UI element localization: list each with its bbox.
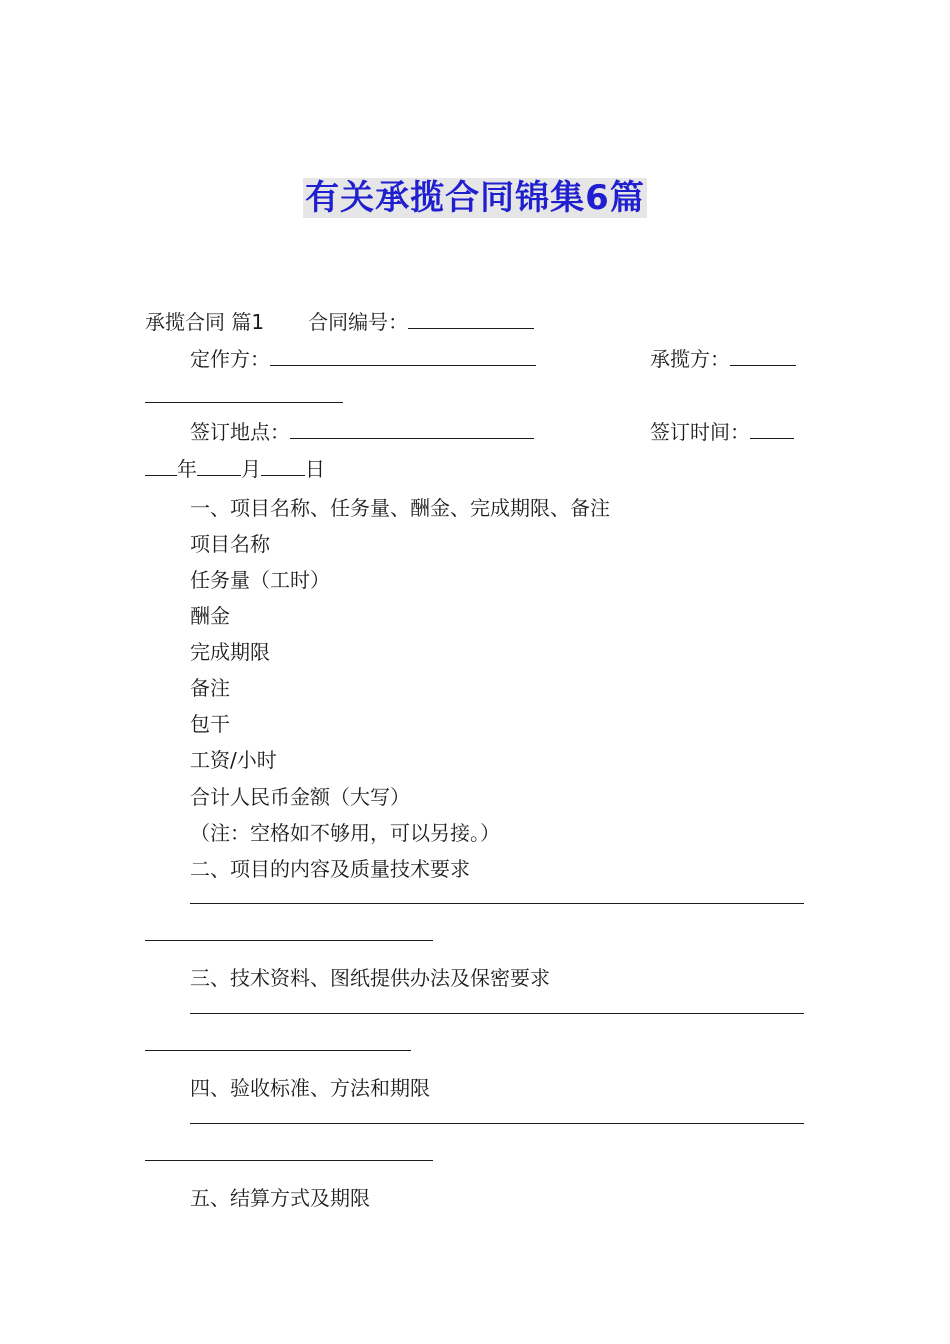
year-blank: [145, 455, 177, 476]
contractor-label: 承揽方：: [650, 347, 730, 371]
section4-rule-1: [190, 1123, 804, 1124]
signing-time-label: 签订时间：: [650, 420, 750, 444]
contractor-line: [650, 345, 796, 373]
month-label: 月: [241, 457, 261, 481]
month-blank: [197, 455, 241, 476]
contract-no-label: 合同编号：: [308, 310, 409, 334]
signing-time-line: [650, 418, 794, 446]
item-lump-sum: 包干: [190, 712, 230, 736]
item-workload: 任务量（工时）: [190, 568, 330, 592]
section1-heading: 一、项目名称、任务量、酬金、完成期限、备注: [190, 496, 610, 520]
section3-heading: 三、技术资料、图纸提供办法及保密要求: [190, 966, 550, 990]
contract-heading: 承揽合同 篇1: [145, 310, 265, 334]
contract-no-blank: [408, 308, 534, 329]
contract-header-line: [145, 308, 534, 336]
signing-place-label: 签订地点：: [190, 420, 290, 444]
section2-heading: 二、项目的内容及质量技术要求: [190, 857, 470, 881]
section1-note: （注：空格如不够用，可以另接。）: [190, 821, 500, 845]
day-blank: [261, 455, 305, 476]
section4-rule-2: [145, 1160, 433, 1161]
page-title: 有关承揽合同锦集6篇: [305, 178, 645, 218]
section5-heading: 五、结算方式及期限: [190, 1186, 370, 1210]
day-label: 日: [305, 457, 325, 481]
item-remarks: 备注: [190, 676, 230, 700]
item-project-name: 项目名称: [190, 532, 270, 556]
signing-place-line: [190, 418, 534, 446]
item-wage-per-hour: 工资/小时: [190, 748, 277, 772]
contractor-blank-continued: [145, 402, 343, 403]
section2-rule-1: [190, 903, 804, 904]
ordering-party-line: [190, 345, 536, 373]
ordering-party-blank: [270, 345, 536, 366]
ordering-party-label: 定作方：: [190, 347, 270, 371]
item-deadline: 完成期限: [190, 640, 270, 664]
item-remuneration: 酬金: [190, 604, 230, 628]
item-total-amount: 合计人民币金额（大写）: [190, 785, 410, 809]
signing-date-line: [145, 455, 325, 483]
signing-place-blank: [290, 418, 534, 439]
section4-heading: 四、验收标准、方法和期限: [190, 1076, 430, 1100]
section3-rule-2: [145, 1050, 411, 1051]
signing-time-blank: [750, 418, 794, 439]
year-label: 年: [177, 457, 197, 481]
section3-rule-1: [190, 1013, 804, 1014]
section2-rule-2: [145, 940, 433, 941]
contractor-blank: [730, 345, 796, 366]
